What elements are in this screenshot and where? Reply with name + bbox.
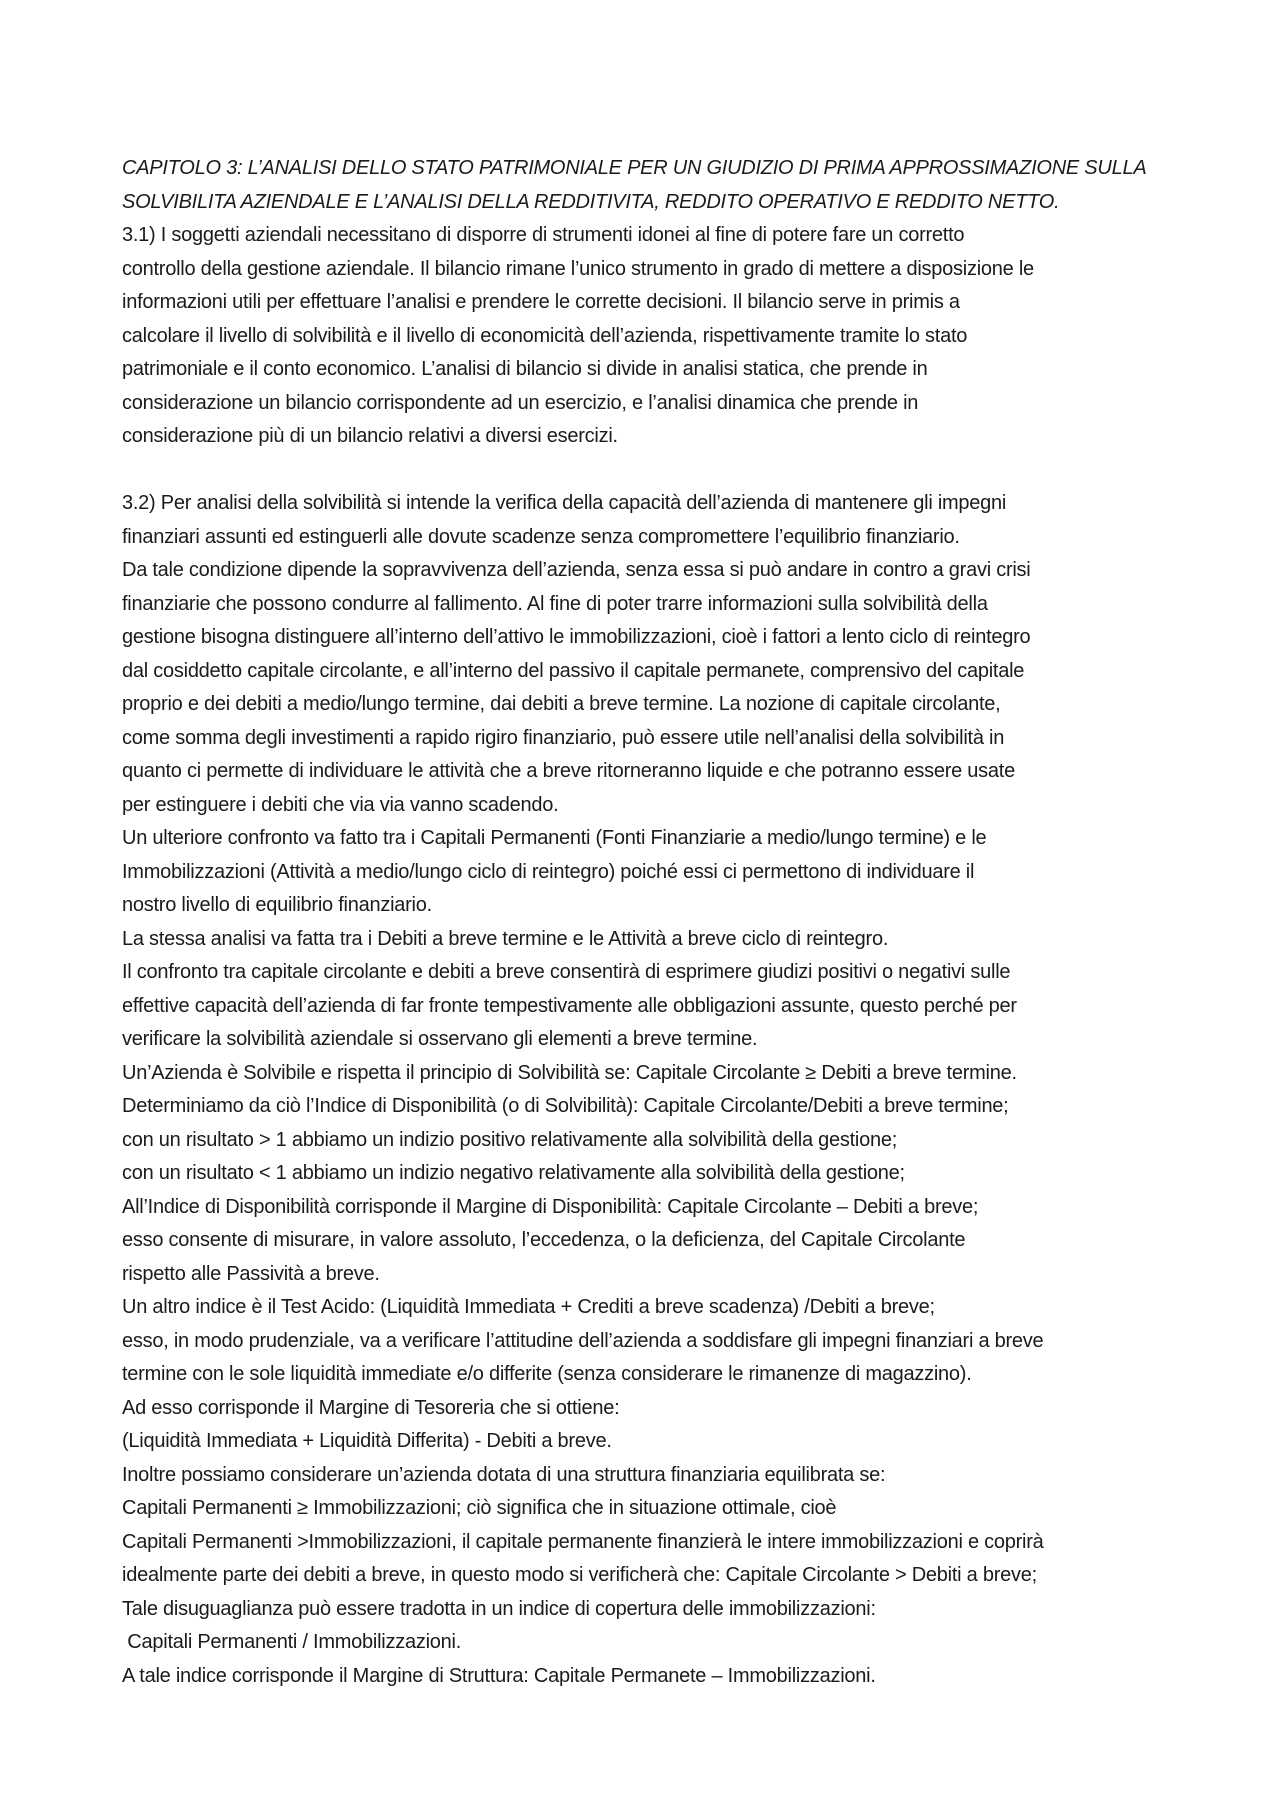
text-line: Un’Azienda è Solvibile e rispetta il principio di Solvibilità se: Capitale Circolante ≥ Debiti a breve termine. [122,1061,1017,1084]
text-line: per estinguere i debiti che via via vanno scadendo. [122,793,559,816]
section-3-2-paragraph [122,487,1182,1693]
text-line: finanziarie che possono condurre al fallimento. Al fine di poter trarre informazioni sulla solvibilità della [122,592,988,615]
text-line: Un ulteriore confronto va fatto tra i Capitali Permanenti (Fonti Finanziarie a medio/lungo termine) e le [122,827,987,849]
text-line: Da tale condizione dipende la sopravvivenza dell’azienda, senza essa si può andare in contro a gravi crisi [122,559,1031,581]
text-line: nostro livello di equilibrio finanziario. [122,894,432,916]
text-line: gestione bisogna distinguere all’interno dell’attivo le immobilizzazioni, cioè i fattori a lento ciclo di reintegro [122,626,1031,648]
text-line: considerazione più di un bilancio relativi a diversi esercizi. [122,425,618,447]
text-line: 3.2) Per analisi della solvibilità si intende la verifica della capacità dell’azienda di mantenere gli impegni [122,492,1007,514]
text-line: verificare la solvibilità aziendale si osservano gli elementi a breve termine. [122,1028,758,1050]
text-line: controllo della gestione aziendale. Il bilancio rimane l’unico strumento in grado di mettere a disposizione le [122,257,1034,280]
text-line: dal cosiddetto capitale circolante, e all’interno del passivo il capitale permanete, comprensivo del capitale [122,659,1025,682]
text-line: informazioni utili per effettuare l’analisi e prendere le corrette decisioni. Il bilancio serve in primis a [122,291,960,313]
chapter-title-line: CAPITOLO 3: L’ANALISI DELLO STATO PATRIMONIALE PER UN GIUDIZIO DI PRIMA APPROSSIMAZIONE SULLA [122,157,1147,179]
text-line: Ad esso corrisponde il Margine di Tesoreria che si ottiene: [122,1396,620,1419]
paragraph-spacer [122,454,1182,488]
text-line: 3.1) I soggetti aziendali necessitano di disporre di strumenti idonei al fine di potere fare un corretto [122,224,965,246]
text-line: Immobilizzazioni (Attività a medio/lungo ciclo di reintegro) poiché essi ci permettono di individuare il [122,860,975,883]
text-line: quanto ci permette di individuare le attività che a breve ritorneranno liquide e che potranno essere usate [122,760,1015,782]
text-line: esso consente di misurare, in valore assoluto, l’eccedenza, o la deficienza, del Capitale Circolante [122,1229,966,1251]
text-line: proprio e dei debiti a medio/lungo termine, dai debiti a breve termine. La nozione di capitale circolante, [122,693,1001,715]
chapter-title-line: SOLVIBILITA AZIENDALE E L’ANALISI DELLA REDDITIVITA, REDDITO OPERATIVO E REDDITO NETTO. [122,190,1060,213]
text-line: Inoltre possiamo considerare un’azienda dotata di una struttura finanziaria equilibrata se: [122,1463,886,1486]
text-line: finanziari assunti ed estinguerli alle dovute scadenze senza compromettere l’equilibrio finanziario. [122,525,960,548]
text-line: Capitali Permanenti / Immobilizzazioni. [122,1631,462,1653]
text-line: considerazione un bilancio corrispondente ad un esercizio, e l’analisi dinamica che prende in [122,391,919,414]
text-line: esso, in modo prudenziale, va a verificare l’attitudine dell’azienda a soddisfare gli impegni finanziari a breve [122,1329,1044,1352]
chapter-title [122,152,1182,219]
text-line: Un altro indice è il Test Acido: (Liquidità Immediata + Crediti a breve scadenza) /Debiti a breve; [122,1296,935,1318]
text-line: con un risultato > 1 abbiamo un indizio positivo relativamente alla solvibilità della gestione; [122,1128,898,1151]
text-line: All’Indice di Disponibilità corrisponde il Margine di Disponibilità: Capitale Circolante – Debiti a breve; [122,1195,979,1218]
text-line: Tale disuguaglianza può essere tradotta in un indice di copertura delle immobilizzazioni: [122,1597,876,1620]
text-line: come somma degli investimenti a rapido rigiro finanziario, può essere utile nell’analisi della solvibilità in [122,726,1005,749]
text-line: con un risultato < 1 abbiamo un indizio negativo relativamente alla solvibilità della gestione; [122,1162,905,1184]
text-line: Il confronto tra capitale circolante e debiti a breve consentirà di esprimere giudizi positivi o negativi sulle [122,961,1011,983]
section-3-1-paragraph [122,219,1182,454]
text-line: Determiniamo da ciò l’Indice di Disponibilità (o di Solvibilità): Capitale Circolante/Debiti a breve termine; [122,1095,1009,1117]
text-line: effettive capacità dell’azienda di far fronte tempestivamente alle obbligazioni assunte, questo perché per [122,994,1017,1017]
text-line: idealmente parte dei debiti a breve, in questo modo si verificherà che: Capitale Circolante > Debiti a breve; [122,1564,1037,1586]
text-line: termine con le sole liquidità immediate e/o differite (senza considerare le rimanenze di magazzino). [122,1363,972,1385]
text-line: A tale indice corrisponde il Margine di Struttura: Capitale Permanete – Immobilizzazioni. [122,1664,876,1687]
text-line: Capitali Permanenti ≥ Immobilizzazioni; ciò significa che in situazione ottimale, cioè [122,1497,837,1519]
text-line: La stessa analisi va fatta tra i Debiti a breve termine e le Attività a breve ciclo di reintegro. [122,927,889,950]
text-line: Capitali Permanenti >Immobilizzazioni, il capitale permanente finanzierà le intere immobilizzazioni e coprirà [122,1530,1044,1553]
text-line: patrimoniale e il conto economico. L’analisi di bilancio si divide in analisi statica, che prende in [122,358,928,380]
text-line: calcolare il livello di solvibilità e il livello di economicità dell’azienda, rispettivamente tramite lo stato [122,324,968,347]
text-line: rispetto alle Passività a breve. [122,1262,380,1285]
text-line: (Liquidità Immediata + Liquidità Differita) - Debiti a breve. [122,1430,612,1452]
document-page [122,152,1182,1693]
